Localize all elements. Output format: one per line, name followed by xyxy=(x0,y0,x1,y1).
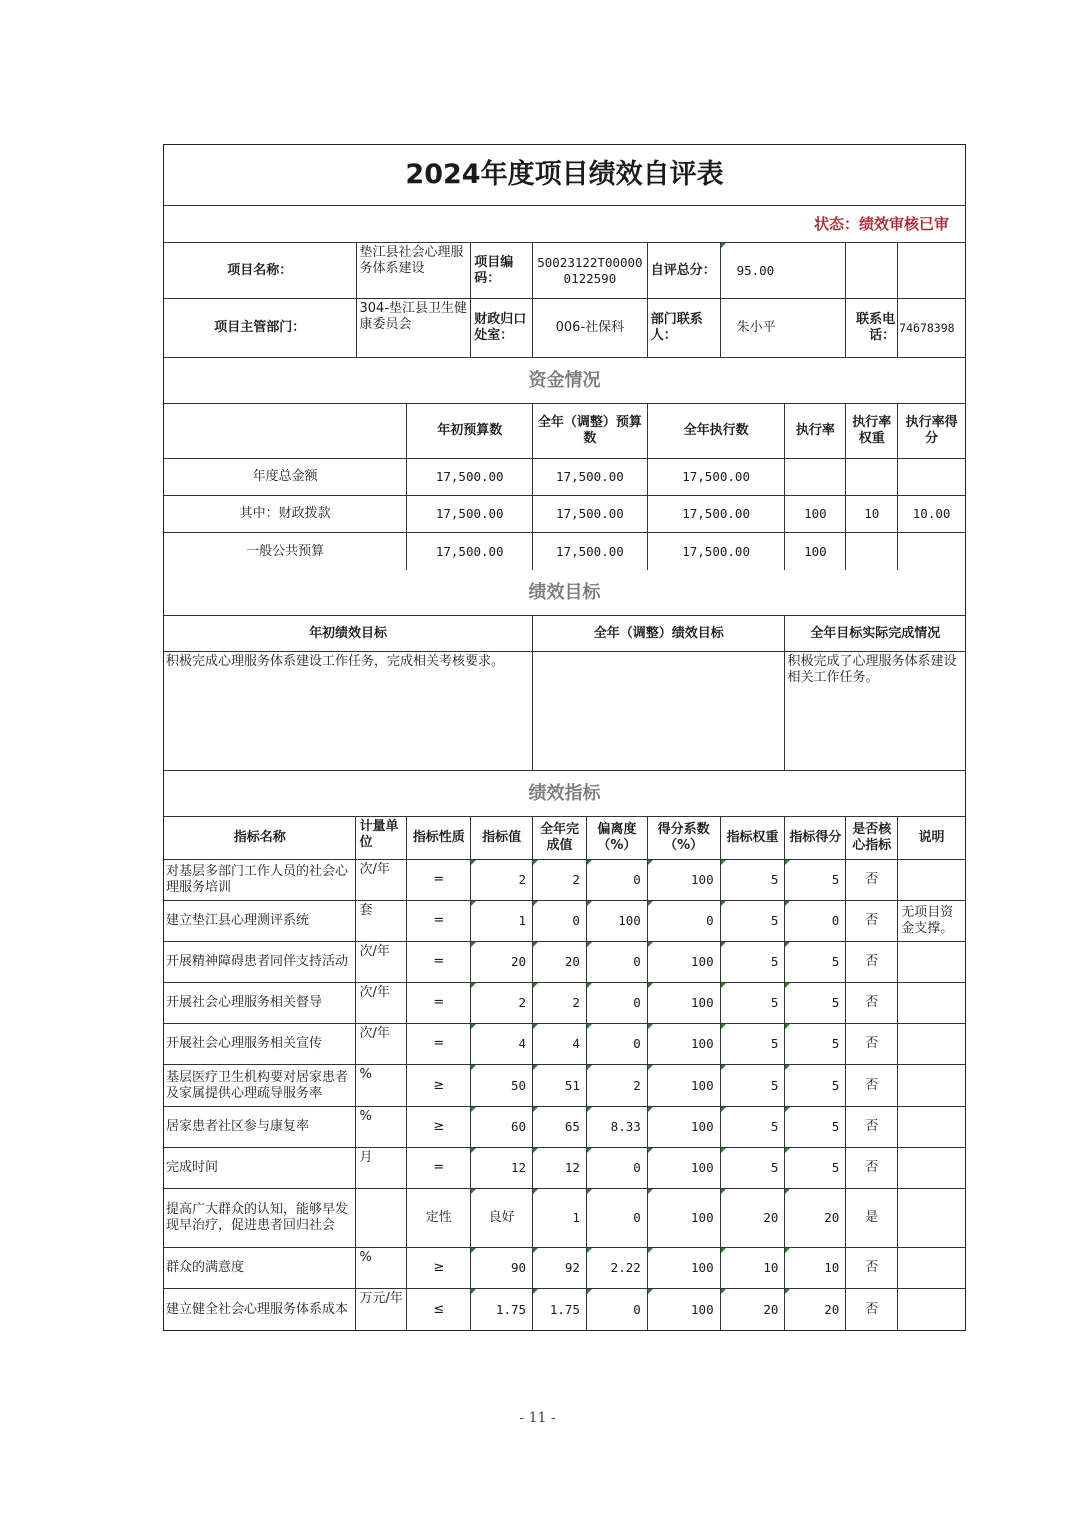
indicator-coef: 100 xyxy=(648,1107,721,1147)
indicator-weight: 5 xyxy=(721,942,786,982)
goals-content-row xyxy=(164,652,965,771)
indicator-nature: = xyxy=(407,983,471,1023)
indicator-score: 5 xyxy=(785,942,846,982)
indicator-actual: 2 xyxy=(533,983,587,1023)
indicator-deviation: 2 xyxy=(587,1065,648,1106)
indicator-actual: 51 xyxy=(533,1065,587,1106)
indicator-core-flag: 否 xyxy=(846,1107,898,1147)
indicator-note xyxy=(898,1289,965,1330)
indicator-deviation: 0 xyxy=(587,860,648,900)
indicator-score: 10 xyxy=(785,1248,846,1288)
indicator-weight: 20 xyxy=(721,1189,786,1247)
indicator-target: 20 xyxy=(471,942,533,982)
indicator-coef: 100 xyxy=(648,1024,721,1064)
indicator-note: 无项目资金支撑。 xyxy=(901,905,954,936)
indicator-score: 5 xyxy=(785,860,846,900)
indicator-name: 建立健全社会心理服务体系成本 xyxy=(164,1289,356,1330)
indicator-deviation: 0 xyxy=(587,1289,648,1330)
self-score-value: 95.00 xyxy=(721,243,847,298)
indicator-target: 2 xyxy=(471,860,533,900)
fund-name: 其中：财政拨款 xyxy=(164,496,407,532)
indicator-coef: 100 xyxy=(648,1065,721,1106)
indicator-unit: 套 xyxy=(356,901,407,941)
fund-name: 一般公共预算 xyxy=(164,533,407,570)
indicator-table-row xyxy=(164,1248,965,1289)
indicator-deviation: 0 xyxy=(587,983,648,1023)
goals-header-adjusted: 全年（调整）绩效目标 xyxy=(533,616,785,651)
indicators-section-title: 绩效指标 xyxy=(528,782,601,804)
funds-header-row xyxy=(164,404,965,459)
ind-header-note: 说明 xyxy=(918,830,945,845)
indicator-coef: 100 xyxy=(648,1189,721,1247)
funds-rows xyxy=(164,459,965,570)
indicator-weight: 20 xyxy=(721,1289,786,1330)
status-row xyxy=(164,206,965,243)
fund-score xyxy=(898,533,965,570)
ind-header-target: 指标值 xyxy=(471,817,533,859)
funds-header-weight: 执行率权重 xyxy=(846,404,898,458)
indicator-unit: 万元/年 xyxy=(356,1289,407,1330)
indicator-weight: 5 xyxy=(721,901,786,941)
fund-score xyxy=(898,459,965,495)
indicator-actual: 1.75 xyxy=(533,1289,587,1330)
indicator-deviation: 0 xyxy=(587,942,648,982)
indicator-score: 0 xyxy=(785,901,846,941)
funds-table-row xyxy=(164,533,965,570)
indicator-nature: = xyxy=(407,860,471,900)
indicator-weight: 5 xyxy=(721,1107,786,1147)
project-name-value: 垫江县社会心理服务体系建设 xyxy=(357,243,472,298)
indicator-core-flag: 否 xyxy=(846,901,898,941)
indicator-unit xyxy=(356,1189,407,1247)
indicator-name: 开展社会心理服务相关督导 xyxy=(164,983,356,1023)
indicator-unit: 次/年 xyxy=(356,860,407,900)
indicator-target: 90 xyxy=(471,1248,533,1288)
indicator-table-row xyxy=(164,1289,965,1330)
indicator-nature: ≥ xyxy=(407,1065,471,1106)
funds-section-title: 资金情况 xyxy=(528,369,601,391)
fund-name: 年度总金额 xyxy=(164,459,407,495)
indicator-deviation: 0 xyxy=(587,1189,648,1247)
indicator-core-flag: 否 xyxy=(846,860,898,900)
indicator-coef: 0 xyxy=(648,901,721,941)
fund-adjusted: 17,500.00 xyxy=(533,496,648,532)
fund-weight: 10 xyxy=(846,496,898,532)
indicator-name: 开展社会心理服务相关宣传 xyxy=(164,1024,356,1064)
ind-header-unit: 计量单位 xyxy=(356,817,407,859)
funds-header-rate: 执行率 xyxy=(785,404,846,458)
indicator-name: 开展精神障碍患者同伴支持活动 xyxy=(164,942,356,982)
indicator-core-flag: 否 xyxy=(846,942,898,982)
indicator-deviation: 0 xyxy=(587,1148,648,1188)
ind-header-core: 是否核心指标 xyxy=(846,817,898,859)
indicator-nature: = xyxy=(407,1148,471,1188)
ind-header-coef: 得分系数（%） xyxy=(648,817,721,859)
indicator-coef: 100 xyxy=(648,1289,721,1330)
indicator-score: 5 xyxy=(785,1065,846,1106)
goals-section-header xyxy=(164,570,965,616)
indicator-table-row xyxy=(164,1065,965,1107)
initial-goal-text: 积极完成心理服务体系建设工作任务，完成相关考核要求。 xyxy=(164,652,533,770)
ind-header-deviation: 偏离度（%） xyxy=(587,817,648,859)
adjusted-goal-text xyxy=(533,652,785,770)
indicator-target: 50 xyxy=(471,1065,533,1106)
department-value: 304-垫江县卫生健康委员会 xyxy=(357,299,472,357)
ind-header-weight: 指标权重 xyxy=(721,817,786,859)
indicator-note xyxy=(898,1107,965,1147)
funds-table-row xyxy=(164,496,965,533)
project-info-row-1 xyxy=(164,243,965,299)
indicator-target: 2 xyxy=(471,983,533,1023)
indicator-nature: ≥ xyxy=(407,1248,471,1288)
goals-header-row xyxy=(164,616,965,652)
indicator-unit: % xyxy=(356,1107,407,1147)
indicator-note xyxy=(898,1189,965,1247)
indicator-nature: = xyxy=(407,942,471,982)
indicator-note xyxy=(898,860,965,900)
fund-executed: 17,500.00 xyxy=(648,496,786,532)
fund-score: 10.00 xyxy=(912,506,951,521)
indicator-actual: 65 xyxy=(533,1107,587,1147)
indicator-target: 1 xyxy=(471,901,533,941)
indicator-actual: 1 xyxy=(533,1189,587,1247)
indicator-score: 5 xyxy=(785,1024,846,1064)
project-name-label: 项目名称： xyxy=(164,243,357,298)
indicator-nature: 定性 xyxy=(407,1189,471,1247)
fund-rate xyxy=(785,459,846,495)
indicator-score: 20 xyxy=(785,1289,846,1330)
indicator-deviation: 8.33 xyxy=(587,1107,648,1147)
fund-weight xyxy=(846,459,898,495)
indicator-core-flag: 否 xyxy=(846,1065,898,1106)
indicator-weight: 5 xyxy=(721,983,786,1023)
indicator-score: 20 xyxy=(785,1189,846,1247)
fund-rate: 100 xyxy=(785,533,846,570)
title-row xyxy=(164,145,965,206)
department-label: 项目主管部门： xyxy=(164,299,357,357)
goals-header-actual: 全年目标实际完成情况 xyxy=(810,625,941,641)
fund-rate: 100 xyxy=(785,496,846,532)
funds-header-executed: 全年执行数 xyxy=(648,404,786,458)
fund-adjusted: 17,500.00 xyxy=(533,533,648,570)
fund-initial: 17,500.00 xyxy=(407,496,533,532)
indicator-table-row xyxy=(164,983,965,1024)
funds-section-header xyxy=(164,358,965,404)
document-title: 2024年度项目绩效自评表 xyxy=(405,159,724,190)
indicator-core-flag: 否 xyxy=(846,1148,898,1188)
indicator-coef: 100 xyxy=(648,860,721,900)
indicators-header-row xyxy=(164,817,965,860)
indicator-rows xyxy=(164,860,965,1330)
indicator-name: 居家患者社区参与康复率 xyxy=(164,1107,356,1147)
ind-header-actual: 全年完成值 xyxy=(533,817,587,859)
fund-initial: 17,500.00 xyxy=(407,533,533,570)
indicator-weight: 5 xyxy=(721,1065,786,1106)
self-score-label: 自评总分： xyxy=(648,243,721,298)
indicator-deviation: 2.22 xyxy=(587,1248,648,1288)
indicator-nature: = xyxy=(407,1024,471,1064)
ind-header-score: 指标得分 xyxy=(785,817,846,859)
indicator-name: 群众的满意度 xyxy=(164,1248,356,1288)
finance-office-value: 006-社保科 xyxy=(533,299,648,357)
indicator-actual: 0 xyxy=(533,901,587,941)
funds-header-initial: 年初预算数 xyxy=(407,404,533,458)
indicator-note xyxy=(898,983,965,1023)
ind-header-name: 指标名称 xyxy=(164,817,356,859)
fund-weight xyxy=(846,533,898,570)
indicator-coef: 100 xyxy=(648,1148,721,1188)
indicator-target: 良好 xyxy=(471,1189,533,1247)
indicator-weight: 5 xyxy=(721,860,786,900)
indicator-core-flag: 否 xyxy=(846,1289,898,1330)
fund-executed: 17,500.00 xyxy=(648,533,786,570)
phone-label: 联系电话： xyxy=(846,299,898,357)
project-code-value: 50023122T000000122590 xyxy=(533,243,648,298)
funds-header-blank xyxy=(164,404,407,458)
indicator-name: 建立垫江县心理测评系统 xyxy=(164,901,356,941)
indicator-table-row xyxy=(164,901,965,942)
indicator-unit: 月 xyxy=(356,1148,407,1188)
indicator-core-flag: 否 xyxy=(846,983,898,1023)
indicator-unit: % xyxy=(356,1065,407,1106)
indicator-actual: 92 xyxy=(533,1248,587,1288)
empty-cell xyxy=(898,243,965,298)
indicator-nature: ≥ xyxy=(407,1107,471,1147)
indicator-note xyxy=(898,1248,965,1288)
indicator-table-row xyxy=(164,1189,965,1248)
indicator-unit: % xyxy=(356,1248,407,1288)
indicator-score: 5 xyxy=(785,1148,846,1188)
indicator-table-row xyxy=(164,1107,965,1148)
indicator-deviation: 100 xyxy=(587,901,648,941)
indicator-actual: 20 xyxy=(533,942,587,982)
indicator-core-flag: 否 xyxy=(846,1248,898,1288)
indicator-coef: 100 xyxy=(648,942,721,982)
indicator-note xyxy=(898,1065,965,1106)
indicator-name: 提高广大群众的认知，能够早发现早治疗，促进患者回归社会 xyxy=(164,1189,356,1247)
contact-label: 部门联系人： xyxy=(648,299,721,357)
indicator-table-row xyxy=(164,1148,965,1189)
indicators-section-header xyxy=(164,771,965,817)
indicator-core-flag: 是 xyxy=(846,1189,898,1247)
indicator-actual: 2 xyxy=(533,860,587,900)
indicator-actual: 4 xyxy=(533,1024,587,1064)
funds-header-adjusted: 全年（调整）预算数 xyxy=(533,404,648,458)
indicator-score: 5 xyxy=(785,983,846,1023)
indicator-name: 对基层多部门工作人员的社会心理服务培训 xyxy=(164,860,356,900)
fund-initial: 17,500.00 xyxy=(407,459,533,495)
indicator-target: 4 xyxy=(471,1024,533,1064)
actual-completion-text: 积极完成了心理服务体系建设相关工作任务。 xyxy=(787,654,957,685)
contact-value: 朱小平 xyxy=(721,299,847,357)
indicator-coef: 100 xyxy=(648,983,721,1023)
funds-header-score: 执行率得分 xyxy=(905,415,958,446)
indicator-note xyxy=(898,942,965,982)
indicator-deviation: 0 xyxy=(587,1024,648,1064)
fund-adjusted: 17,500.00 xyxy=(533,459,648,495)
indicator-weight: 5 xyxy=(721,1148,786,1188)
indicator-core-flag: 否 xyxy=(846,1024,898,1064)
indicator-unit: 次/年 xyxy=(356,983,407,1023)
performance-self-evaluation-table xyxy=(163,144,966,1331)
indicator-nature: = xyxy=(407,901,471,941)
indicator-table-row xyxy=(164,1024,965,1065)
project-code-label: 项目编码： xyxy=(471,243,533,298)
indicator-weight: 5 xyxy=(721,1024,786,1064)
indicator-target: 1.75 xyxy=(471,1289,533,1330)
fund-executed: 17,500.00 xyxy=(648,459,786,495)
indicator-unit: 次/年 xyxy=(356,1024,407,1064)
indicator-weight: 10 xyxy=(721,1248,786,1288)
empty-cell xyxy=(846,243,898,298)
indicator-target: 12 xyxy=(471,1148,533,1188)
indicator-note xyxy=(898,1024,965,1064)
status-badge: 状态：绩效审核已审 xyxy=(813,215,949,233)
phone-value: 74678398 xyxy=(899,321,955,335)
indicator-note xyxy=(898,1148,965,1188)
indicator-score: 5 xyxy=(785,1107,846,1147)
indicator-coef: 100 xyxy=(648,1248,721,1288)
indicator-name: 完成时间 xyxy=(164,1148,356,1188)
page-number: - 11 - xyxy=(519,1410,556,1426)
indicator-table-row xyxy=(164,860,965,901)
goals-section-title: 绩效目标 xyxy=(528,581,601,603)
indicator-actual: 12 xyxy=(533,1148,587,1188)
ind-header-nature: 指标性质 xyxy=(407,817,471,859)
indicator-nature: ≤ xyxy=(407,1289,471,1330)
goals-header-initial: 年初绩效目标 xyxy=(164,616,533,651)
project-info-row-2 xyxy=(164,299,965,358)
indicator-name: 基层医疗卫生机构要对居家患者及家属提供心理疏导服务率 xyxy=(164,1065,356,1106)
indicator-table-row xyxy=(164,942,965,983)
funds-table-row xyxy=(164,459,965,496)
indicator-target: 60 xyxy=(471,1107,533,1147)
indicator-unit: 次/年 xyxy=(356,942,407,982)
finance-office-label: 财政归口处室： xyxy=(471,299,533,357)
